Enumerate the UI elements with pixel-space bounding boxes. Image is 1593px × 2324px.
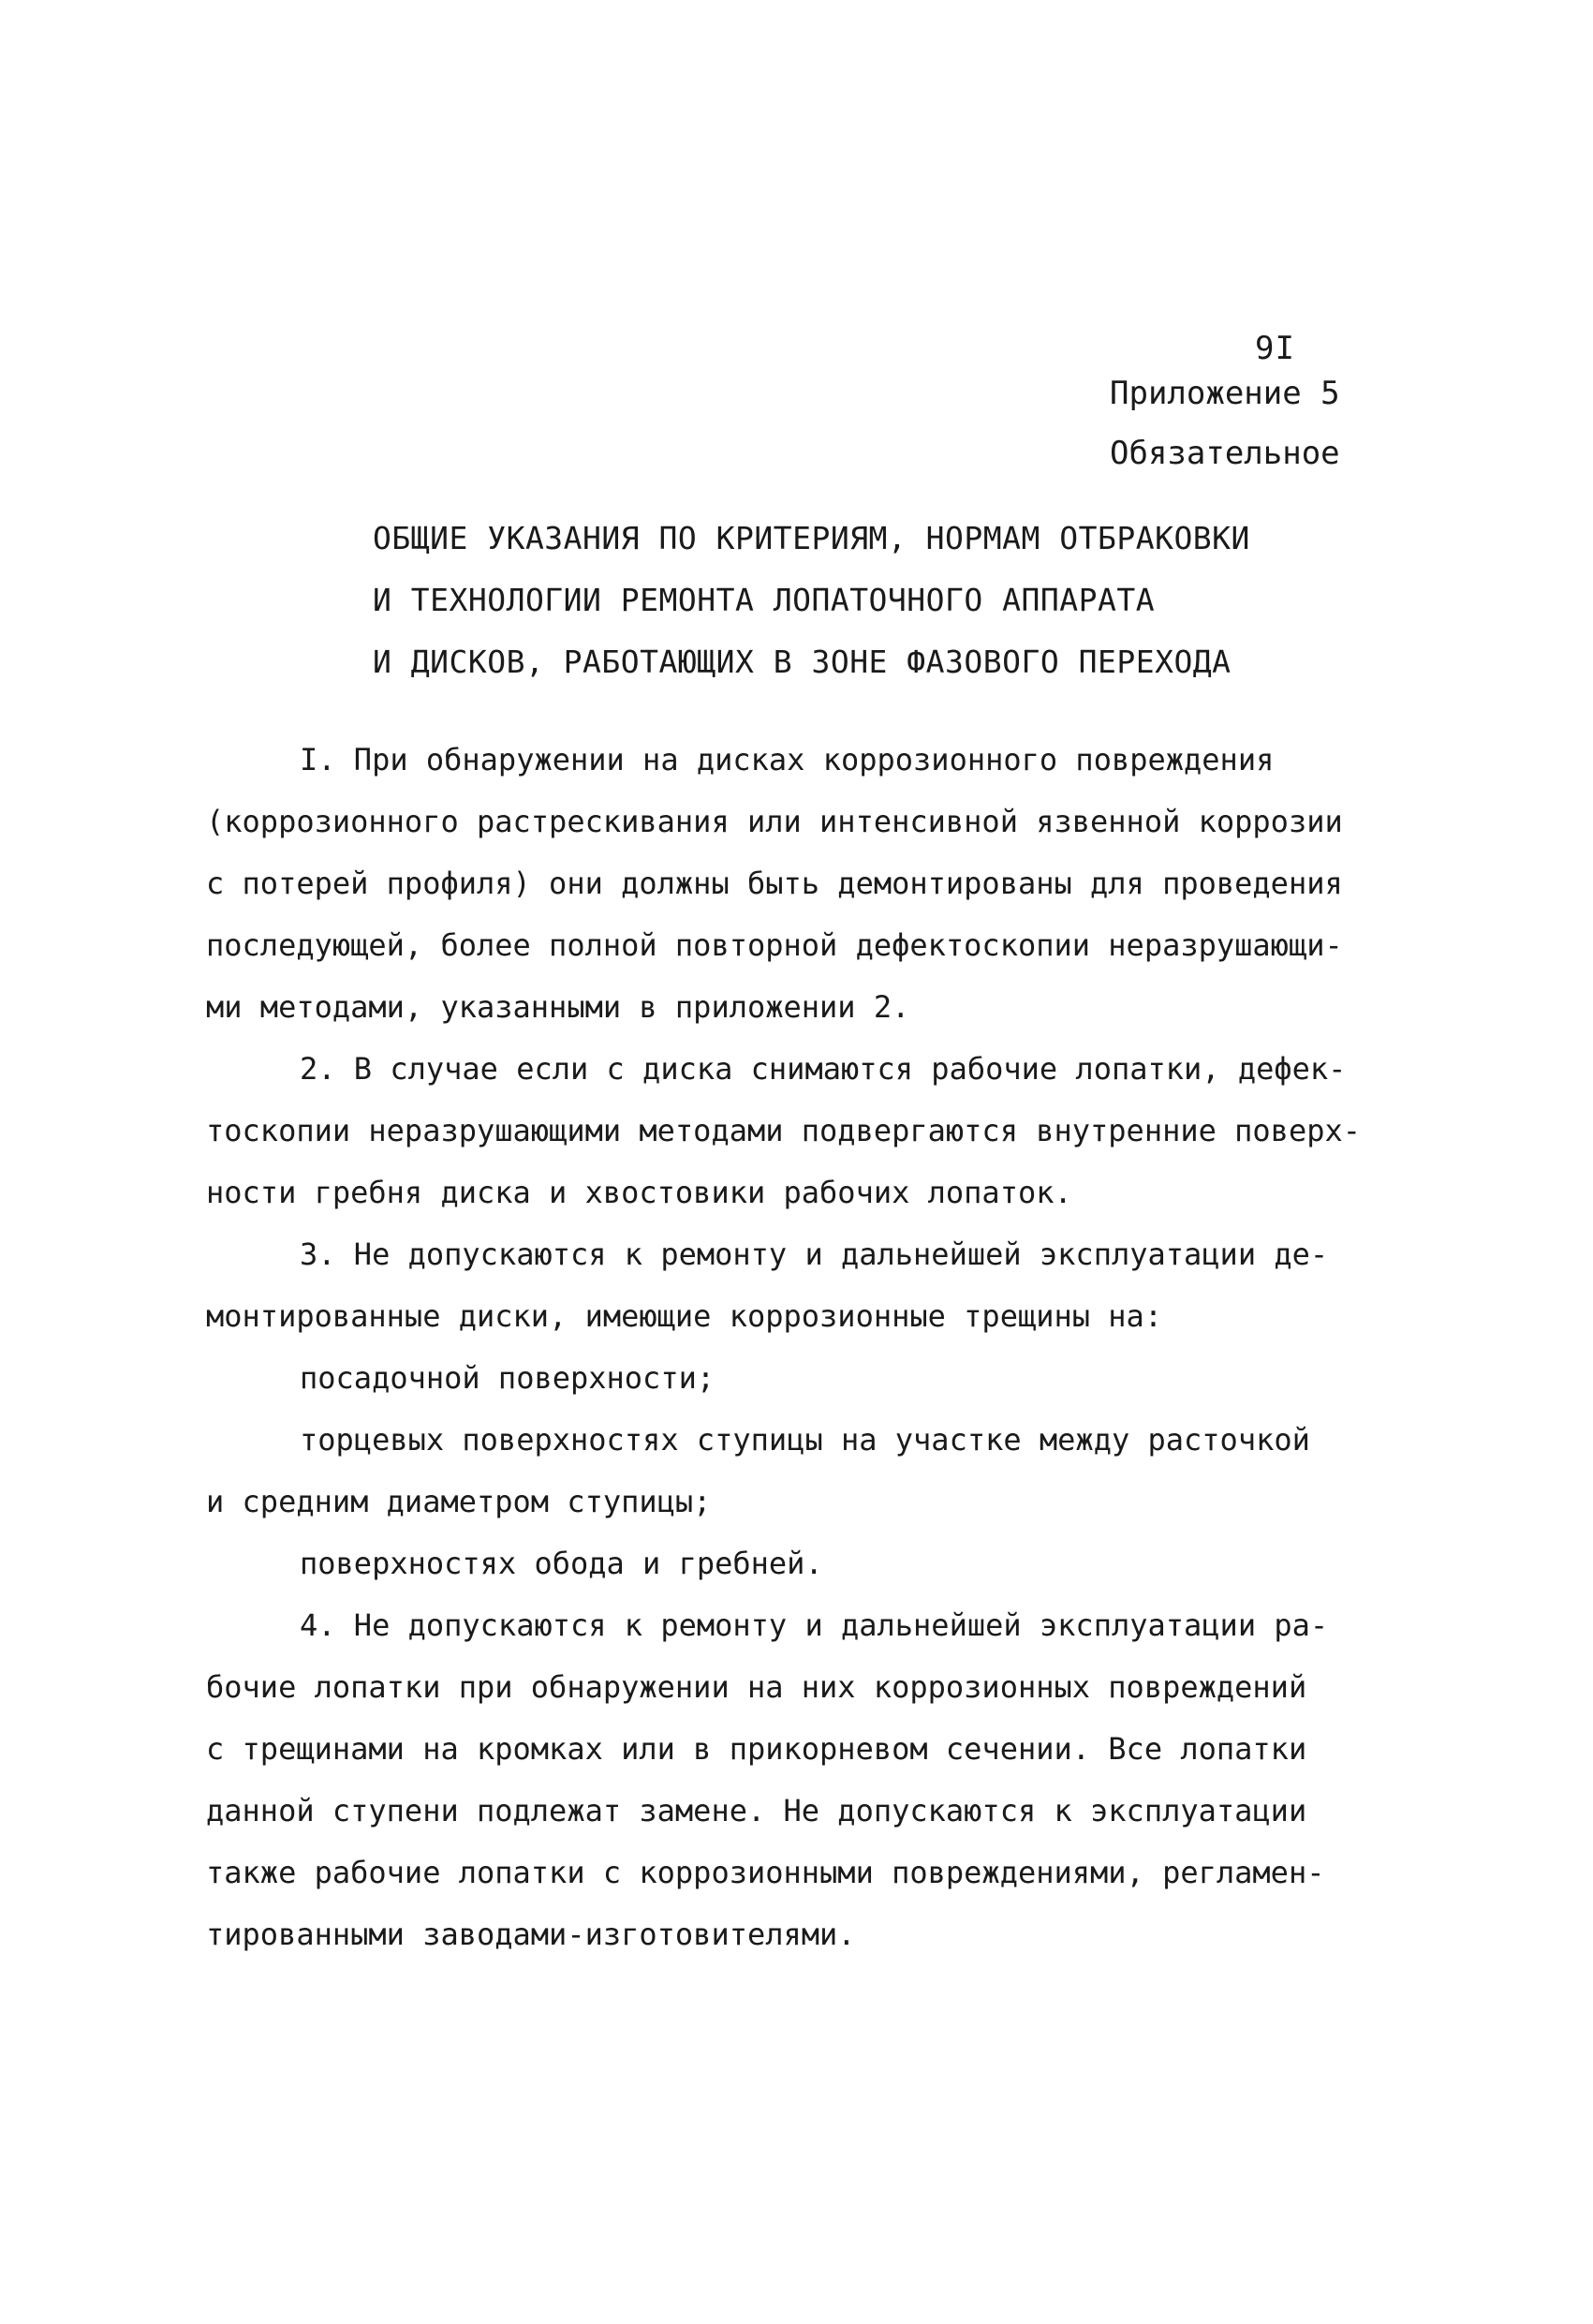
paragraph-1-line: последующей, более полной повторной дефектоскопии неразрушающи- [206, 927, 1343, 963]
paragraph-3-list-item: посадочной поверхности; [300, 1360, 715, 1396]
paragraph-2-line: ности гребня диска и хвостовики рабочих лопаток. [206, 1175, 1072, 1210]
title-line: И ТЕХНОЛОГИИ РЕМОНТА ЛОПАТОЧНОГО АППАРАТА [373, 582, 1156, 618]
document-title [373, 508, 1309, 693]
title-line: ОБЩИЕ УКАЗАНИЯ ПО КРИТЕРИЯМ, НОРМАМ ОТБРАКОВКИ [373, 520, 1250, 556]
paragraph-4-line: бочие лопатки при обнаружении на них коррозионных повреждений [206, 1669, 1307, 1705]
paragraph-4-line: 4. Не допускаются к ремонту и дальнейшей эксплуатации ра- [300, 1607, 1329, 1643]
paragraph-1-line: ми методами, указанными в приложении 2. [206, 989, 910, 1025]
paragraph-4-line: тированными заводами-изготовителями. [206, 1917, 856, 1952]
page-number: 9I [1255, 330, 1295, 367]
paragraph-3-line: монтированные диски, имеющие коррозионные трещины на: [206, 1298, 1163, 1334]
paragraph-1-line: I. При обнаружении на дисках коррозионного повреждения [300, 742, 1275, 777]
appendix-status: Обязательное [1110, 435, 1340, 472]
body-text [206, 729, 1405, 1965]
paragraph-2-line: тоскопии неразрушающими методами подвергаются внутренние поверх- [206, 1113, 1361, 1148]
paragraph-1-line: с потерей профиля) они должны быть демонтированы для проведения [206, 866, 1343, 901]
paragraph-4-line: с трещинами на кромках или в прикорневом сечении. Все лопатки [206, 1731, 1307, 1767]
paragraph-4-line: также рабочие лопатки с коррозионными повреждениями, регламен- [206, 1855, 1325, 1890]
paragraph-4-line: данной ступени подлежат замене. Не допускаются к эксплуатации [206, 1793, 1307, 1828]
paragraph-3-line: 3. Не допускаются к ремонту и дальнейшей эксплуатации де- [300, 1236, 1329, 1272]
paragraph-3-list-item: поверхностях обода и гребней. [300, 1546, 823, 1581]
appendix-label: Приложение 5 [1110, 375, 1340, 412]
title-line: И ДИСКОВ, РАБОТАЮЩИХ В ЗОНЕ ФАЗОВОГО ПЕРЕХОДА [373, 644, 1232, 680]
paragraph-3-list-item: торцевых поверхностях ступицы на участке между расточкой [300, 1422, 1310, 1458]
paragraph-2-line: 2. В случае если с диска снимаются рабочие лопатки, дефек- [300, 1051, 1347, 1087]
paragraph-3-list-item: и средним диаметром ступицы; [206, 1484, 712, 1519]
paragraph-1-line: (коррозионного растрескивания или интенсивной язвенной коррозии [206, 804, 1343, 839]
